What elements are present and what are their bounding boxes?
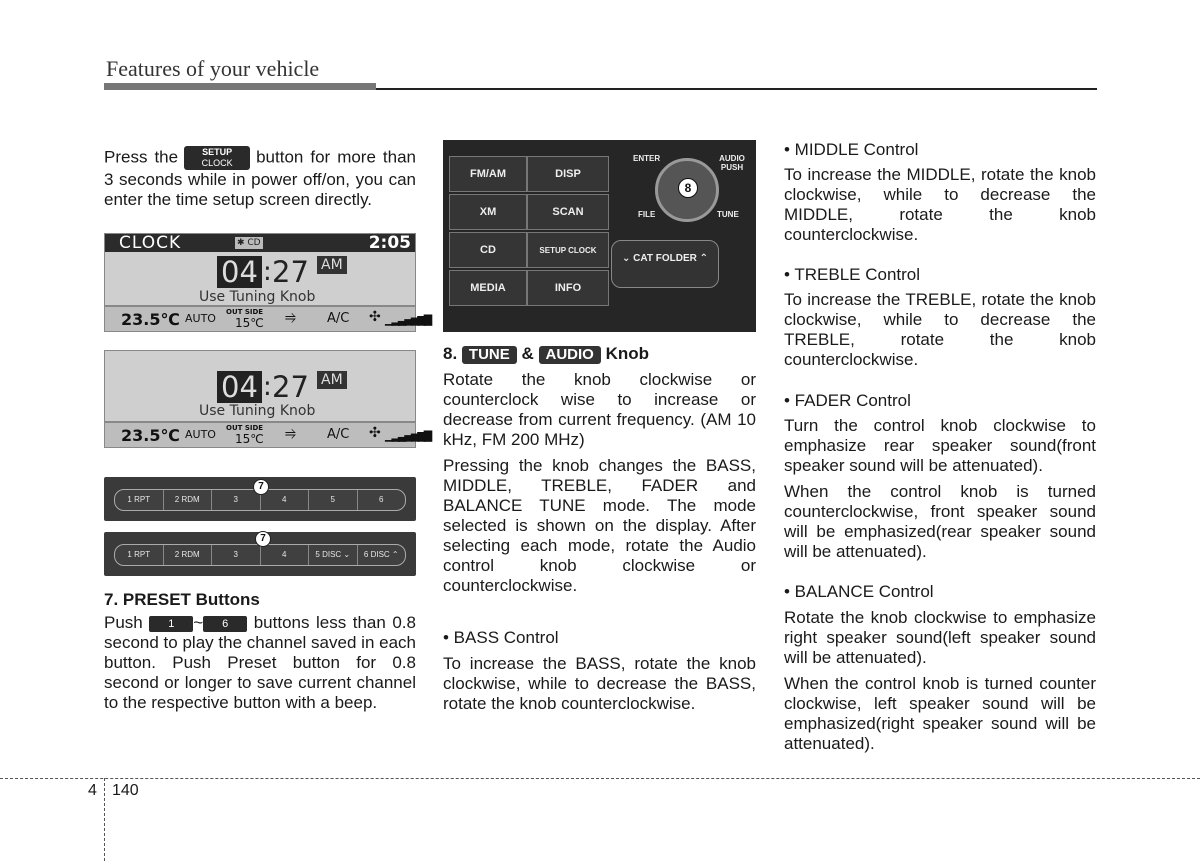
lcd-ampm: AM	[317, 256, 347, 274]
lcd-hint: Use Tuning Knob	[199, 289, 316, 305]
page-number: 140	[112, 782, 139, 799]
lcd-colon: :	[263, 257, 272, 287]
footer-divider	[0, 778, 1200, 779]
lcd-minute: 27	[272, 370, 309, 404]
fan-icon: ✣	[369, 425, 381, 441]
preset-button-2[interactable]: 2 RDM	[164, 545, 213, 565]
fader-title: • FADER Control	[784, 391, 911, 410]
audio-badge: AUDIO	[539, 346, 601, 364]
preset-section-title: 7. PRESET Buttons	[104, 590, 260, 609]
lcd-minute: 27	[272, 255, 309, 289]
balance-text-2: When the control knob is turned counter clockwise, left speaker sound will be emphasized(right speaker sound will be attenuated).	[784, 674, 1096, 753]
scan-button[interactable]: SCAN	[527, 194, 609, 230]
airflow-icon: ⥤	[285, 309, 297, 325]
media-button[interactable]: MEDIA	[449, 270, 527, 306]
lcd-hint: Use Tuning Knob	[199, 403, 316, 419]
clock-setup-display-2	[104, 350, 431, 448]
xm-button[interactable]: XM	[449, 194, 527, 230]
bluetooth-cd-icon: ✱ CD	[237, 238, 261, 248]
enter-label: ENTER	[633, 154, 661, 163]
preset-6-button-icon: 6	[203, 616, 247, 632]
clock-setup-display-1	[104, 233, 431, 332]
outside-label: OUT SIDE	[226, 424, 264, 432]
preset-1-button-icon: 1	[149, 616, 193, 632]
knob-section-title: 8. TUNE & AUDIO Knob	[443, 344, 650, 363]
cabin-temperature: 23.5℃	[121, 310, 180, 329]
lcd-climate-bar	[105, 421, 431, 447]
preset-button-5[interactable]: 5	[309, 490, 358, 510]
preset-buttons-strip-2	[104, 532, 416, 576]
callout-7: 7	[255, 531, 271, 547]
preset-button-1[interactable]: 1 RPT	[115, 545, 164, 565]
ac-label: A/C	[327, 311, 350, 326]
preset-button-3[interactable]: 3	[212, 490, 261, 510]
preset-button-4[interactable]: 4	[261, 490, 310, 510]
audio-push-label: AUDIO PUSH	[719, 154, 745, 172]
lcd-ampm: AM	[317, 371, 347, 389]
cabin-temperature: 23.5℃	[121, 426, 180, 445]
lcd-status-bar	[105, 234, 415, 252]
info-button[interactable]: INFO	[527, 270, 609, 306]
bars-icon: ▁▂▃▄▅▆▇	[385, 429, 431, 442]
bass-text: To increase the BASS, rotate the knob clockwise, while to decrease the BASS, rotate the knob counterclockwise.	[443, 654, 756, 713]
chevron-down-icon: ⌄	[621, 253, 631, 264]
tune-badge: TUNE	[462, 346, 517, 364]
chapter-number: 4	[88, 782, 97, 799]
outside-temperature: 15℃	[235, 316, 264, 330]
audio-control-panel	[443, 140, 756, 332]
page-header-title: Features of your vehicle	[106, 56, 320, 81]
knob-paragraph-1: Rotate the knob clockwise or counterclock wise to increase or decrease from current frequency. (AM 10 kHz, FM 200 MHz)	[443, 370, 756, 449]
preset-button-3[interactable]: 3	[212, 545, 261, 565]
header-rule-accent	[104, 83, 376, 90]
auto-label: AUTO	[185, 312, 216, 325]
preset-button-6[interactable]: 6 DISC ⌃	[363, 550, 399, 559]
lcd-colon: :	[263, 372, 272, 402]
airflow-icon: ⥤	[285, 425, 297, 441]
setup-clock-button-icon: SETUP CLOCK	[184, 146, 250, 170]
auto-label: AUTO	[185, 428, 216, 441]
middle-text: To increase the MIDDLE, rotate the knob clockwise, while to decrease the MIDDLE, rotate the knob counterclockwise.	[784, 165, 1096, 244]
fader-text-2: When the control knob is turned counterclockwise, front speaker sound will be emphasized(rear speaker sound will be attenuated).	[784, 482, 1096, 561]
callout-8: 8	[678, 178, 698, 198]
ac-label: A/C	[327, 427, 350, 442]
middle-title: • MIDDLE Control	[784, 140, 919, 159]
treble-title: • TREBLE Control	[784, 265, 921, 284]
balance-title: • BALANCE Control	[784, 582, 934, 601]
bass-title: • BASS Control	[443, 628, 559, 647]
file-label: FILE	[638, 210, 656, 219]
preset-button-1[interactable]: 1 RPT	[115, 490, 164, 510]
treble-text: To increase the TREBLE, rotate the knob clockwise, while to decrease the TREBLE, rotate the knob counterclockwise.	[784, 290, 1096, 369]
preset-button-6[interactable]: 6	[379, 495, 384, 504]
preset-button-5[interactable]: 5 DISC ⌄	[309, 545, 358, 565]
fm-am-button[interactable]: FM/AM	[449, 156, 527, 192]
footer-vertical-divider	[104, 778, 105, 861]
setup-clock-button[interactable]: SETUP CLOCK	[527, 232, 609, 268]
knob-paragraph-2: Pressing the knob changes the BASS, MIDDLE, TREBLE, FADER and BALANCE TUNE mode. The mode selected is shown on the display. After selecting each mode, rotate the Audio control knob clockwise or counterclockwise.	[443, 456, 756, 595]
chevron-up-icon: ⌃	[699, 253, 709, 264]
lcd-hour: 04	[217, 256, 262, 288]
preset-section-paragraph: Push 1 ~ 6 buttons less than 0.8 second to play the channel saved in each button. Push Preset button for 0.8 second or longer to save current channel to the respective button with a beep.	[104, 613, 416, 712]
tune-label: TUNE	[717, 210, 739, 219]
lcd-climate-bar	[105, 305, 431, 331]
preset-buttons-strip-1	[104, 477, 416, 521]
lcd-hour: 04	[217, 371, 262, 403]
callout-7: 7	[253, 479, 269, 495]
setup-intro-paragraph: Press the SETUP CLOCK button for more than 3 seconds while in power off/on, you can enter the time setup screen directly.	[104, 147, 417, 209]
outside-label: OUT SIDE	[226, 308, 264, 316]
preset-button-4[interactable]: 4	[261, 545, 310, 565]
lcd-mode-label: CLOCK	[119, 233, 182, 253]
preset-button-2[interactable]: 2 RDM	[164, 490, 213, 510]
disp-button[interactable]: DISP	[527, 156, 609, 192]
lcd-clock: 2:05	[368, 233, 411, 253]
bars-icon: ▁▂▃▄▅▆▇	[385, 313, 431, 326]
fader-text-1: Turn the control knob clockwise to emphasize rear speaker sound(front speaker sound will be attenuated).	[784, 416, 1096, 475]
fan-icon: ✣	[369, 309, 381, 325]
balance-text-1: Rotate the knob clockwise to emphasize right speaker sound(left speaker sound will be attenuated).	[784, 608, 1096, 667]
outside-temperature: 15℃	[235, 432, 264, 446]
cd-button[interactable]: CD	[449, 232, 527, 268]
cat-folder-button[interactable]: ⌄ CAT FOLDER ⌃	[611, 240, 719, 288]
